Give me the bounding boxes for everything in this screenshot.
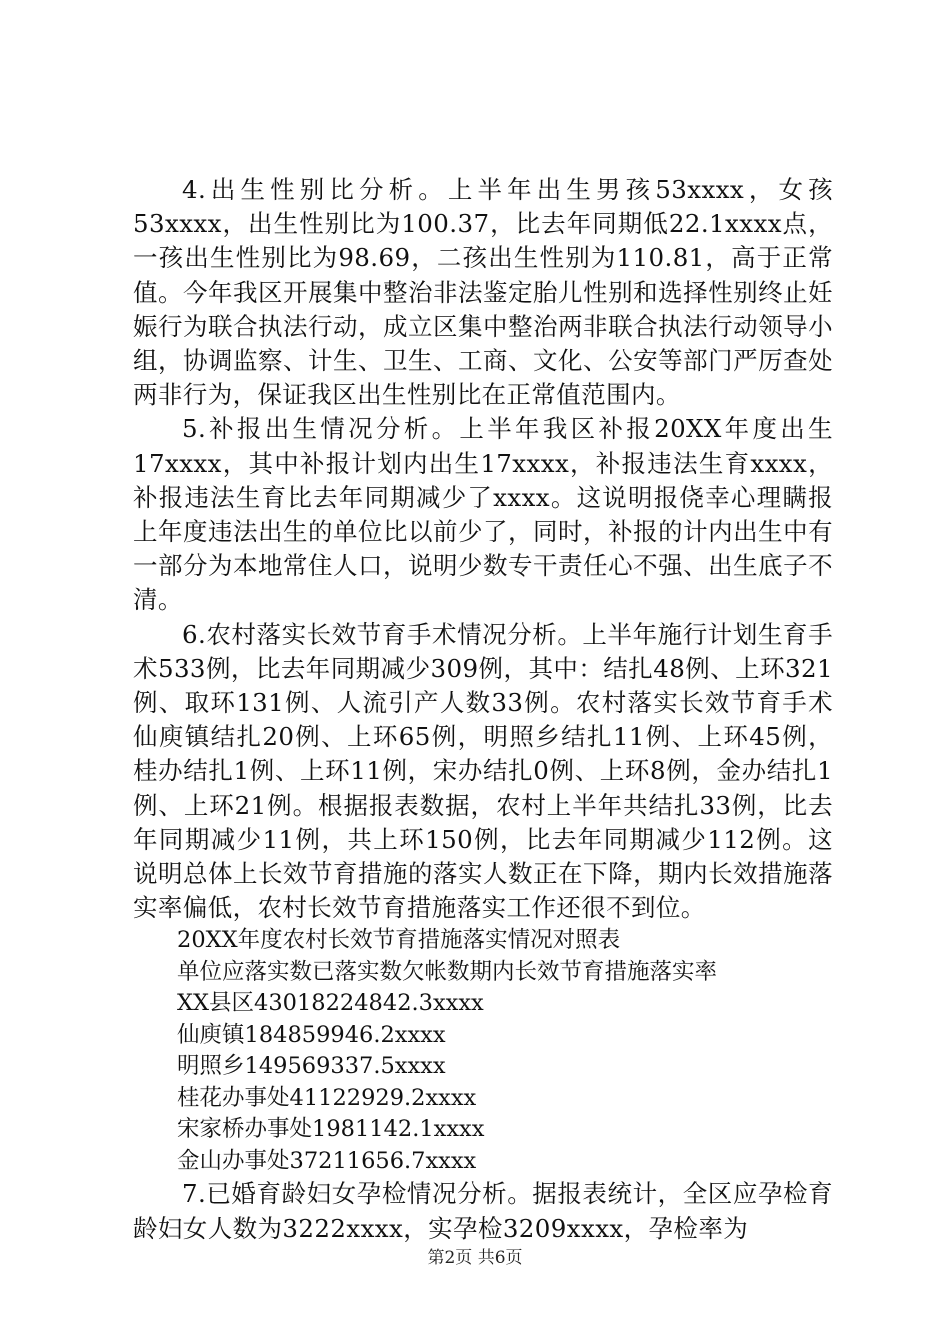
comparison-table	[133, 925, 833, 1177]
table-title: 20XX年度农村长效节育措施落实情况对照表	[177, 927, 621, 954]
table-row: 金山办事处37211656.7xxxx	[177, 1147, 477, 1174]
table-row: 宋家桥办事处1981142.1xxxx	[177, 1116, 485, 1143]
table-header: 单位应落实数已落实数欠帐数期内长效节育措施落实率	[177, 958, 718, 985]
paragraph-sterilization: 6.农村落实长效节育手术情况分析。上半年施行计划生育手术533例，比去年同期减少309例，其中：结扎48例、上环321例、取环131例、人流引产人数33例。农村落实长效节育手术仙庾镇结扎20例、上环65例，明照乡结扎11例、上环45例，桂办结扎1例、上环11例，宋办结扎0例、上环8例，金办结扎1例、上环21例。根据报表数据，农村上半年共结扎33例，比去年同期减少11例，共上环150例，比去年同期减少112例。这说明总体上长效节育措施的落实人数正在下降，期内长效措施落实率偏低，农村长效节育措施落实工作还很不到位。	[133, 619, 833, 923]
table-row: XX县区43018224842.3xxxx	[177, 990, 484, 1017]
paragraph-birth-supplement: 5.补报出生情况分析。上半年我区补报20XX年度出生17xxxx，其中补报计划内出生17xxxx，补报违法生育xxxx，补报违法生育比去年同期减少了xxxx。这说明报侥幸心理瞒报上年度违法出生的单位比以前少了，同时，补报的计内出生中有一部分为本地常住人口，说明少数专干责任心不强、出生底子不清。	[133, 414, 833, 615]
paragraph-sex-ratio: 4.出生性别比分析。上半年出生男孩53xxxx，女孩53xxxx，出生性别比为100.37，比去年同期低22.1xxxx点，一孩出生性别比为98.69，二孩出生性别为110.81，高于正常值。今年我区开展集中整治非法鉴定胎儿性别和选择性别终止妊娠行为联合执法行动，成立区集中整治两非联合执法行动领导小组，协调监察、计生、卫生、工商、文化、公安等部门严厉查处两非行为，保证我区出生性别比在正常值范围内。	[133, 175, 833, 410]
page-number-footer: 第2页 共6页	[427, 1248, 523, 1268]
document-body	[133, 173, 833, 1246]
table-row: 明照乡149569337.5xxxx	[177, 1053, 446, 1080]
table-row: 仙庾镇184859946.2xxxx	[177, 1021, 446, 1048]
paragraph-pregnancy-check: 7.已婚育龄妇女孕检情况分析。据报表统计，全区应孕检育龄妇女人数为3222xxxx，实孕检3209xxxx，孕检率为	[133, 1179, 833, 1243]
table-row: 桂花办事处41122929.2xxxx	[177, 1084, 477, 1111]
